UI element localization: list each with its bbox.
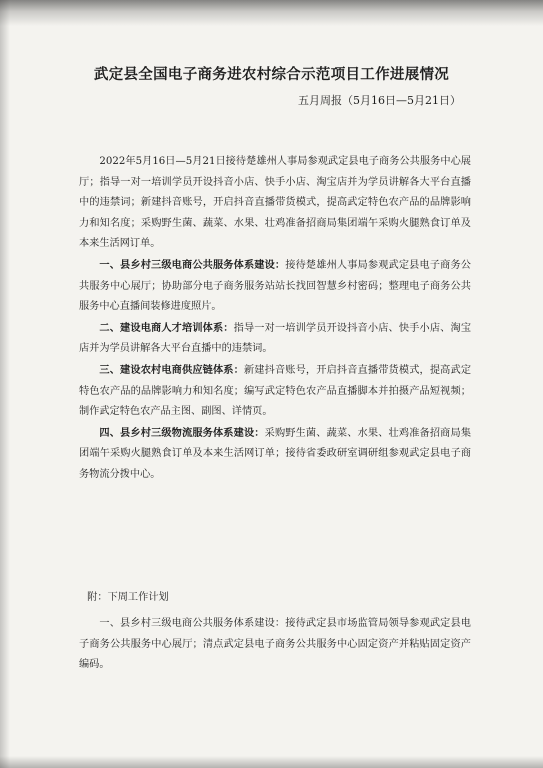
scan-shadow-bottom: [0, 756, 543, 768]
section-4: [79, 423, 471, 486]
blank-space: [79, 486, 471, 588]
section-1-body: 接待楚雄州人事局参观武定县电子商务公共服务中心展厅；协助部分电子商务服务站站长找回智慧乡村密码；整理电子商务公共服务中心直播间装修进度照片。: [79, 259, 471, 313]
section-3-body: 新建抖音账号，开启抖音直播带货模式，提高武定特色农产品的品牌影响力和知名度；编写武定特色农产品直播脚本并拍摄产品短视频；制作武定特色农产品主图、副图、详情页。: [79, 364, 472, 418]
section-3: [79, 360, 471, 423]
document-body: [79, 152, 471, 676]
section-2: [79, 318, 471, 360]
section-4-heading: 四、县乡村三级物流服务体系建设：: [99, 426, 265, 439]
appendix-title: 附：下周工作计划: [87, 591, 169, 603]
document-subtitle: 五月周报（5月16日—5月21日）: [298, 94, 461, 107]
section-1-heading: 一、县乡村三级电商公共服务体系建设：: [99, 258, 286, 271]
section-1: [79, 255, 471, 318]
intro-paragraph: 2022年5月16日—5月21日接待楚雄州人事局参观武定县电子商务公共服务中心展厅；指导一对一培训学员开设抖音小店、快手小店、淘宝店并为学员讲解各大平台直播中的违禁词；新建抖音账号，开启抖音直播带货模式，提高武定特色农产品的品牌影响力和知名度；采购野生菌、蔬菜、水果、壮鸡准备招商局集团端午采购火腿熟食订单及本来生活网订单。: [79, 156, 471, 250]
section-2-body: 指导一对一培训学员开设抖音小店、快手小店、淘宝店并为学员讲解各大平台直播中的违禁词。: [79, 322, 472, 355]
appendix-item: 一、县乡村三级电商公共服务体系建设：接待武定县市场监管局领导参观武定县电子商务公共服务中心展厅；清点武定县电子商务公共服务中心固定资产并粘贴固定资产编码。: [79, 618, 471, 671]
section-3-heading: 三、建设农村电商供应链体系：: [99, 363, 244, 376]
scan-shadow-left: [0, 0, 10, 768]
section-4-body: 采购野生菌、蔬菜、水果、壮鸡准备招商局集团端午采购火腿熟食订单及本来生活网订单；接待省委政研室调研组参观武定县电子商务物流分拨中心。: [79, 427, 472, 480]
scan-shadow-top: [0, 0, 543, 26]
section-2-heading: 二、建设电商人才培训体系：: [99, 321, 234, 334]
document-title: 武定县全国电子商务进农村综合示范项目工作进展情况: [93, 66, 450, 83]
